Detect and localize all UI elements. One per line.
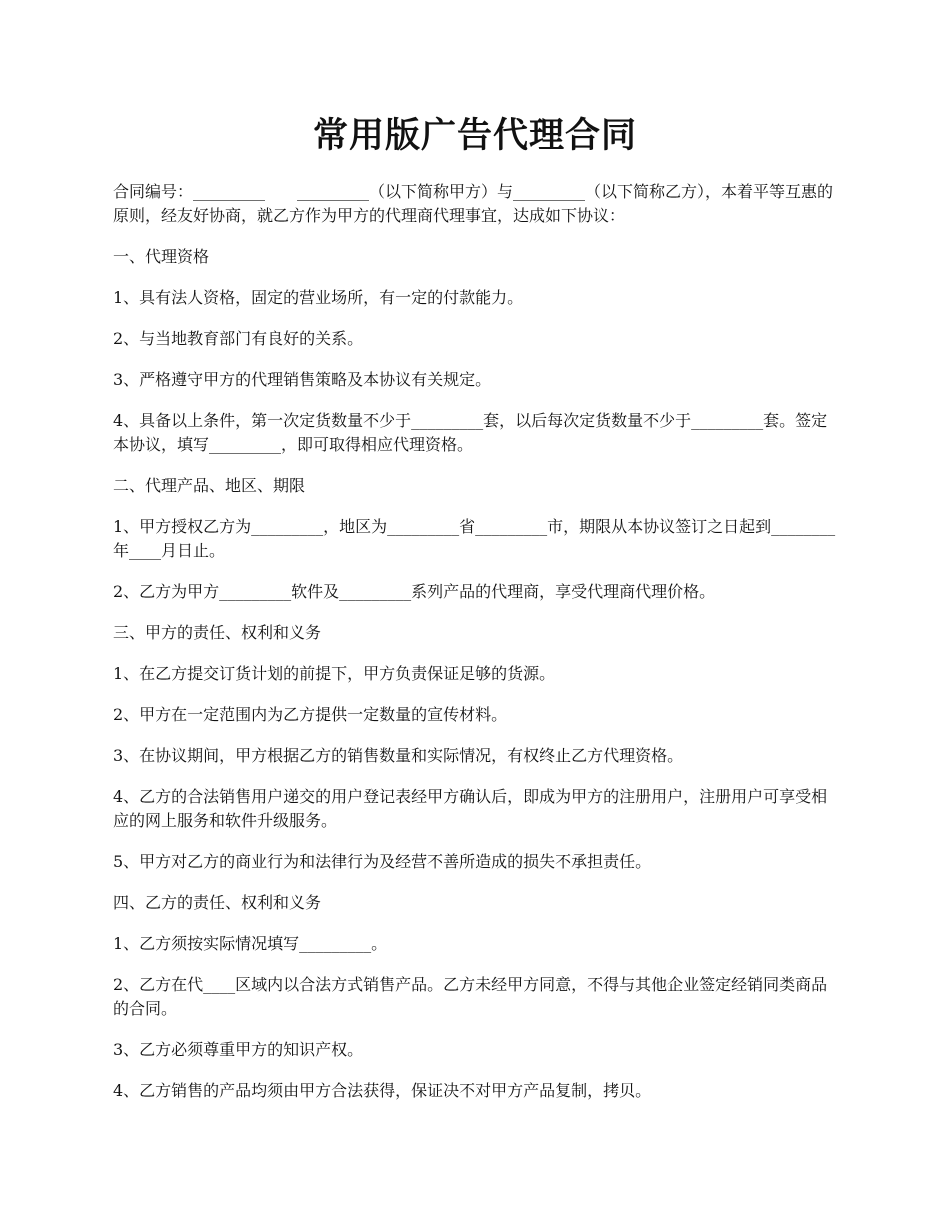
- document-title: 常用版广告代理合同: [312, 115, 637, 156]
- document-body: [113, 180, 843, 1120]
- clause-1-3: 3、严格遵守甲方的代理销售策略及本协议有关规定。: [113, 370, 492, 389]
- clause-1-1: 1、具有法人资格，固定的营业场所，有一定的付款能力。: [113, 288, 524, 307]
- clause-1-2: 2、与当地教育部门有良好的关系。: [113, 329, 364, 348]
- clause-3-3: 3、在协议期间，甲方根据乙方的销售数量和实际情况，有权终止乙方代理资格。: [113, 746, 684, 765]
- section-heading-3: 三、甲方的责任、权利和义务: [113, 623, 322, 642]
- clause-4-3: 3、乙方必须尊重甲方的知识产权。: [113, 1040, 364, 1059]
- clause-3-1: 1、在乙方提交订货计划的前提下，甲方负责保证足够的货源。: [113, 664, 556, 683]
- section-heading-1: 一、代理资格: [113, 247, 210, 266]
- clause-4-2: 2、乙方在代____区域内以合法方式销售产品。乙方未经甲方同意，不得与其他企业签定经销同类商品的合同。: [113, 975, 828, 1018]
- preamble-paragraph: 合同编号：_________ _________（以下简称甲方）与_________（以下简称乙方），本着平等互惠的原则，经友好协商，就乙方作为甲方的代理商代理事宜，达成如下协议：: [113, 182, 834, 225]
- clause-4-1: 1、乙方须按实际情况填写_________。: [113, 934, 388, 953]
- clause-4-4: 4、乙方销售的产品均须由甲方合法获得，保证决不对甲方产品复制，拷贝。: [113, 1081, 652, 1100]
- clause-3-4: 4、乙方的合法销售用户递交的用户登记表经甲方确认后，即成为甲方的注册用户，注册用户可享受相应的网上服务和软件升级服务。: [113, 787, 828, 830]
- clause-2-2: 2、乙方为甲方_________软件及_________系列产品的代理商，享受代理商代理价格。: [113, 582, 716, 601]
- clause-1-4: 4、具备以上条件，第一次定货数量不少于_________套，以后每次定货数量不少于_________套。签定本协议，填写_________，即可取得相应代理资格。: [113, 411, 828, 454]
- clause-3-2: 2、甲方在一定范围内为乙方提供一定数量的宣传材料。: [113, 705, 508, 724]
- clause-2-1: 1、甲方授权乙方为_________，地区为_________省_________市，期限从本协议签订之日起到________年____月日止。: [113, 517, 836, 560]
- section-heading-4: 四、乙方的责任、权利和义务: [113, 893, 322, 912]
- section-heading-2: 二、代理产品、地区、期限: [113, 476, 306, 495]
- clause-3-5: 5、甲方对乙方的商业行为和法律行为及经营不善所造成的损失不承担责任。: [113, 852, 652, 871]
